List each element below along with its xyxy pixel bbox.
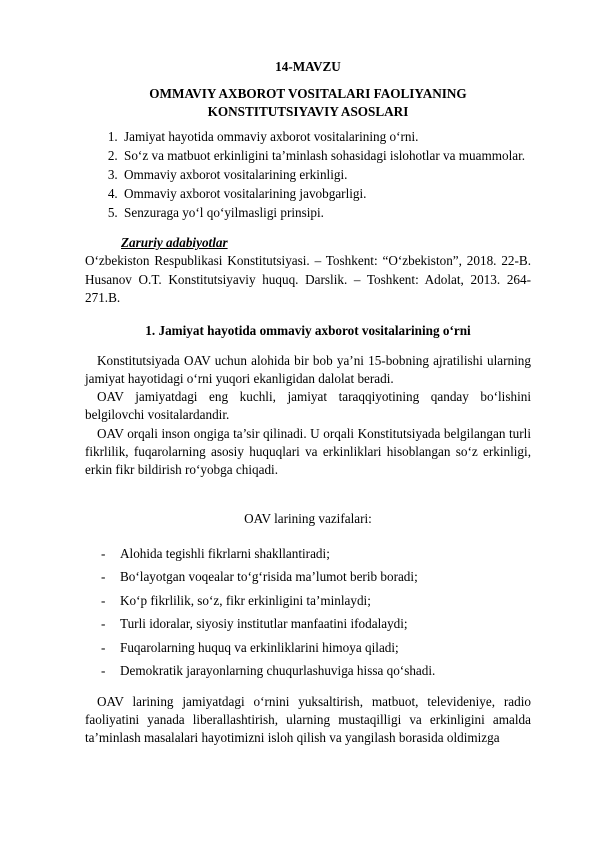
list-item-text: Fuqarolarning huquq va erkinliklarini himoya qiladi; <box>120 639 399 655</box>
list-item-text: Alohida tegishli fikrlarni shakllantiradi; <box>120 545 330 561</box>
list-item-text: Ko‘p fikrlilik, so‘z, fikr erkinligini ta’minlaydi; <box>120 592 371 608</box>
functions-list <box>85 542 531 683</box>
dash-bullet: - <box>101 639 106 655</box>
list-item-text: Turli idoralar, siyosiy institutlar manfaatini ifodalaydi; <box>120 616 408 632</box>
dash-bullet: - <box>101 592 106 608</box>
plan-item: 4. Ommaviy axborot vositalarining javobgarligi. <box>121 184 531 203</box>
dash-bullet: - <box>101 616 106 632</box>
dash-bullet: - <box>101 663 106 679</box>
dash-bullet: - <box>101 569 106 585</box>
functions-heading: OAV larining vazifalari: <box>244 510 372 526</box>
final-paragraph: OAV larining jamiyatdagi o‘rnini yuksaltirish, matbuot, televideniye, radio faoliyatini yanada liberallashtirish, ularning mustaqilligi va erkinligini amalda ta’minlash masalalari hayotimizni isloh qilish va yangilash borasida oldimizga <box>85 693 531 746</box>
section-heading: 1. Jamiyat hayotida ommaviy axborot vositalarining o‘rni <box>145 322 471 338</box>
list-item <box>85 565 531 589</box>
paragraph: OAV orqali inson ongiga ta’sir qilinadi. U orqali Konstitutsiyada belgilangan turli fikrlilik, fuqarolarning asosiy huquqlari va erkinliklari hisoblangan so‘z erkinligi, erkin fikr bildirish ro‘yobga chiqadi. <box>85 425 531 478</box>
plan-item: 3. Ommaviy axborot vositalarining erkinligi. <box>121 165 531 184</box>
list-item-text: Bo‘layotgan voqealar to‘g‘risida ma’lumot berib boradi; <box>120 569 418 585</box>
plan-item: 5. Senzuraga yo‘l qo‘yilmasligi prinsipi. <box>121 203 531 222</box>
plan-list <box>85 127 531 222</box>
topic-number: 14-MAVZU <box>275 59 341 74</box>
list-item <box>85 542 531 566</box>
paragraph: OAV jamiyatdagi eng kuchli, jamiyat taraqqiyotining qanday bo‘lishini belgilovchi vositalardandir. <box>85 389 531 423</box>
document-page <box>85 58 531 747</box>
list-item <box>85 612 531 636</box>
plan-item: 2. So‘z va matbuot erkinligini ta’minlash sohasidagi islohotlar va muammolar. <box>121 146 531 165</box>
dash-bullet: - <box>101 545 106 561</box>
document-title: OMMAVIY AXBOROT VOSITALARI FAOLIYANING KONSTITUTSIYAVIY ASOSLARI <box>149 86 467 119</box>
list-item <box>85 659 531 683</box>
plan-item: 1. Jamiyat hayotida ommaviy axborot vositalarining o‘rni. <box>121 127 531 146</box>
list-item-text: Demokratik jarayonlarning chuqurlashuviga hissa qo‘shadi. <box>120 663 436 679</box>
literature-heading: Zaruriy adabiyotlar <box>121 235 228 250</box>
list-item <box>85 636 531 660</box>
list-item <box>85 589 531 613</box>
literature-text: O‘zbekiston Respublikasi Konstitutsiyasi. – Toshkent: “O‘zbekiston”, 2018. 22-B. Husanov O.T. Konstitutsiyaviy huquq. Darslik. – Toshkent: Adolat, 2013. 264-271.B. <box>85 253 531 305</box>
paragraph: Konstitutsiyada OAV uchun alohida bir bob ya’ni 15-bobning ajratilishi ularning jamiyat hayotidagi o‘rni yuqori ekanligidan dalolat beradi. <box>85 352 531 386</box>
